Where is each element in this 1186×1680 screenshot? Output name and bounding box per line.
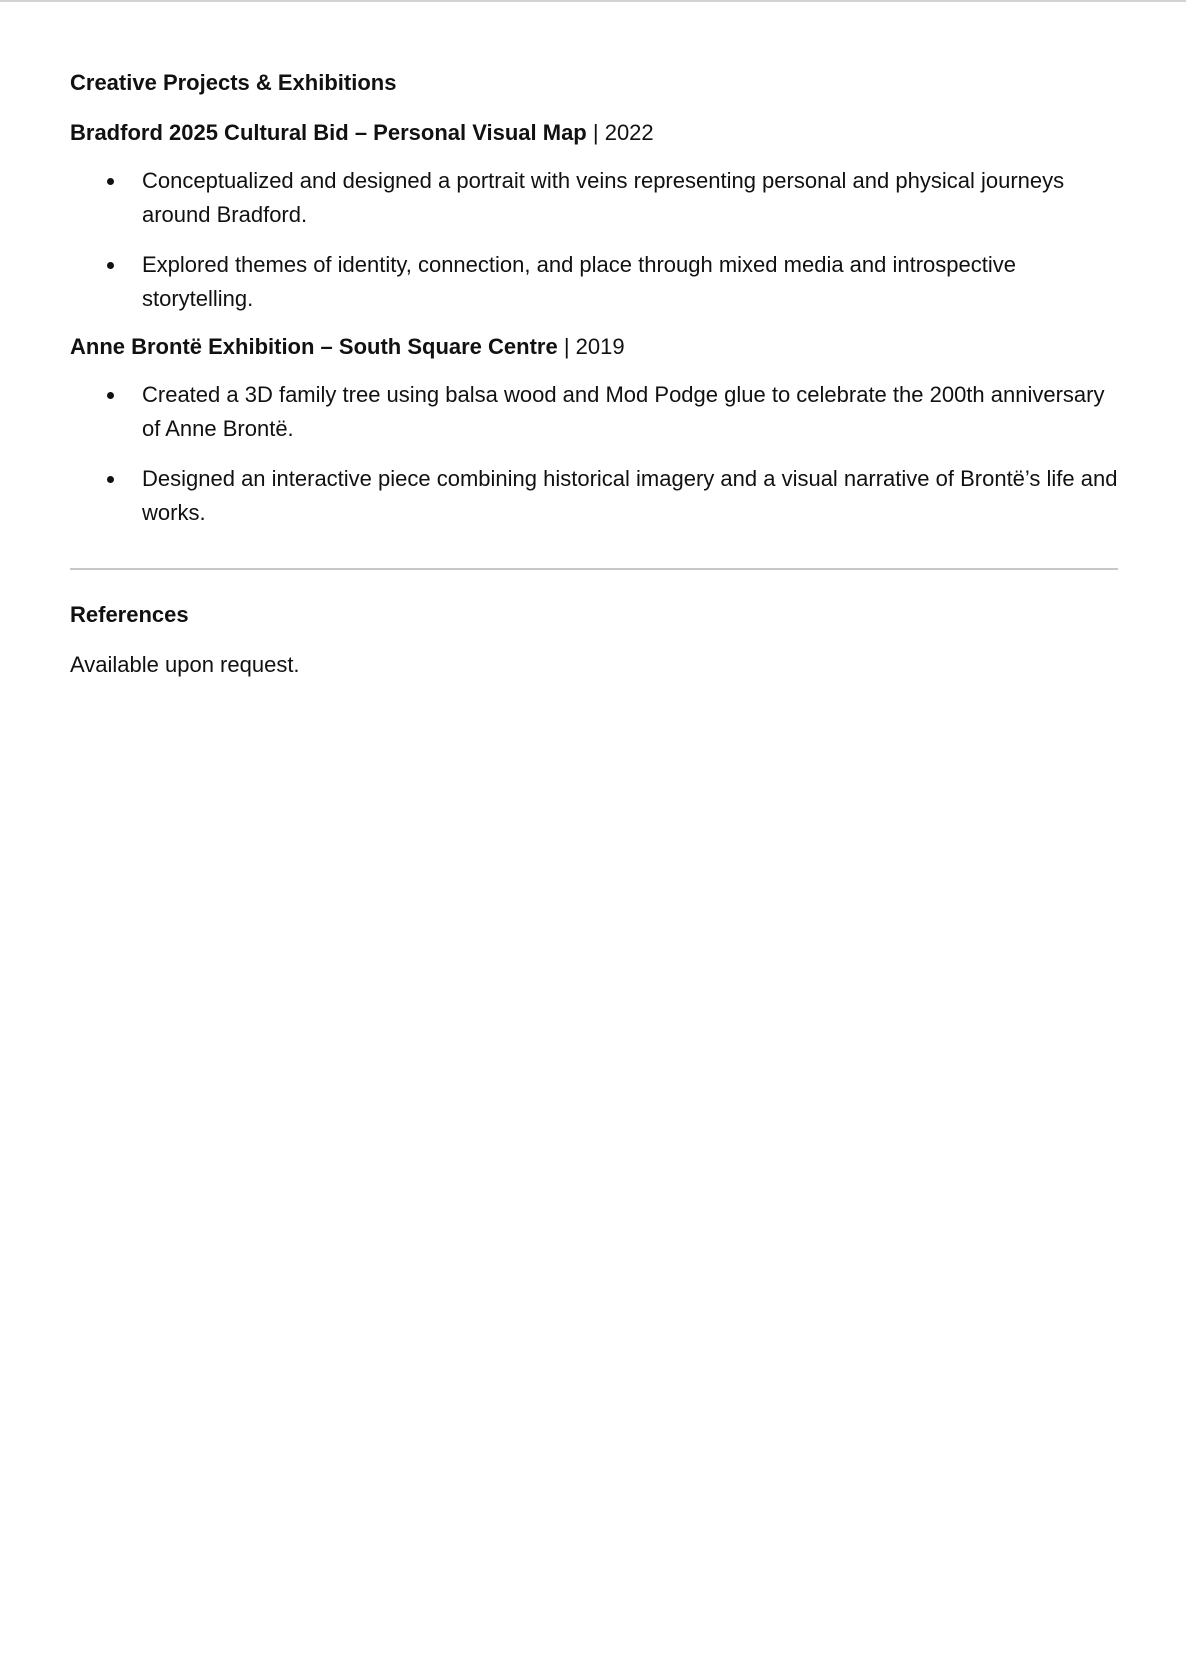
- bullet-list: [70, 164, 1118, 316]
- project-name: Bradford 2025 Cultural Bid – Personal Visual Map: [70, 120, 587, 145]
- project-anne-bronte-exhibition: [70, 332, 1118, 530]
- project-year: 2022: [604, 120, 654, 145]
- project-year: 2019: [575, 334, 625, 359]
- project-title: [70, 332, 1118, 362]
- resume-page: [70, 68, 1118, 680]
- section-heading-references: References: [70, 602, 189, 627]
- title-separator: |: [557, 334, 576, 359]
- references-text: Available upon request.: [70, 652, 300, 677]
- bullet-icon: [107, 262, 114, 269]
- bullet-text: Conceptualized and designed a portrait with veins representing personal and physical journeys around Bradford.: [142, 168, 1065, 227]
- bullet-text: Designed an interactive piece combining historical imagery and a visual narrative of Brontë’s life and works.: [142, 466, 1118, 525]
- bullet-list: [70, 378, 1118, 530]
- page-top-border: [0, 0, 1186, 2]
- list-item: [70, 164, 1118, 232]
- list-item: [70, 462, 1118, 530]
- list-item: [70, 378, 1118, 446]
- project-title: [70, 118, 1118, 148]
- bullet-icon: [107, 178, 114, 185]
- project-name: Anne Brontë Exhibition – South Square Centre: [70, 334, 558, 359]
- bullet-icon: [107, 476, 114, 483]
- title-separator: |: [586, 120, 605, 145]
- list-item: [70, 248, 1118, 316]
- project-bradford-visual-map: [70, 118, 1118, 316]
- bullet-icon: [107, 392, 114, 399]
- bullet-text: Explored themes of identity, connection, and place through mixed media and introspective storytelling.: [142, 252, 1016, 311]
- section-divider: [70, 568, 1118, 570]
- section-heading-creative-projects: Creative Projects & Exhibitions: [70, 70, 397, 95]
- bullet-text: Created a 3D family tree using balsa wood and Mod Podge glue to celebrate the 200th anniversary of Anne Brontë.: [142, 382, 1105, 441]
